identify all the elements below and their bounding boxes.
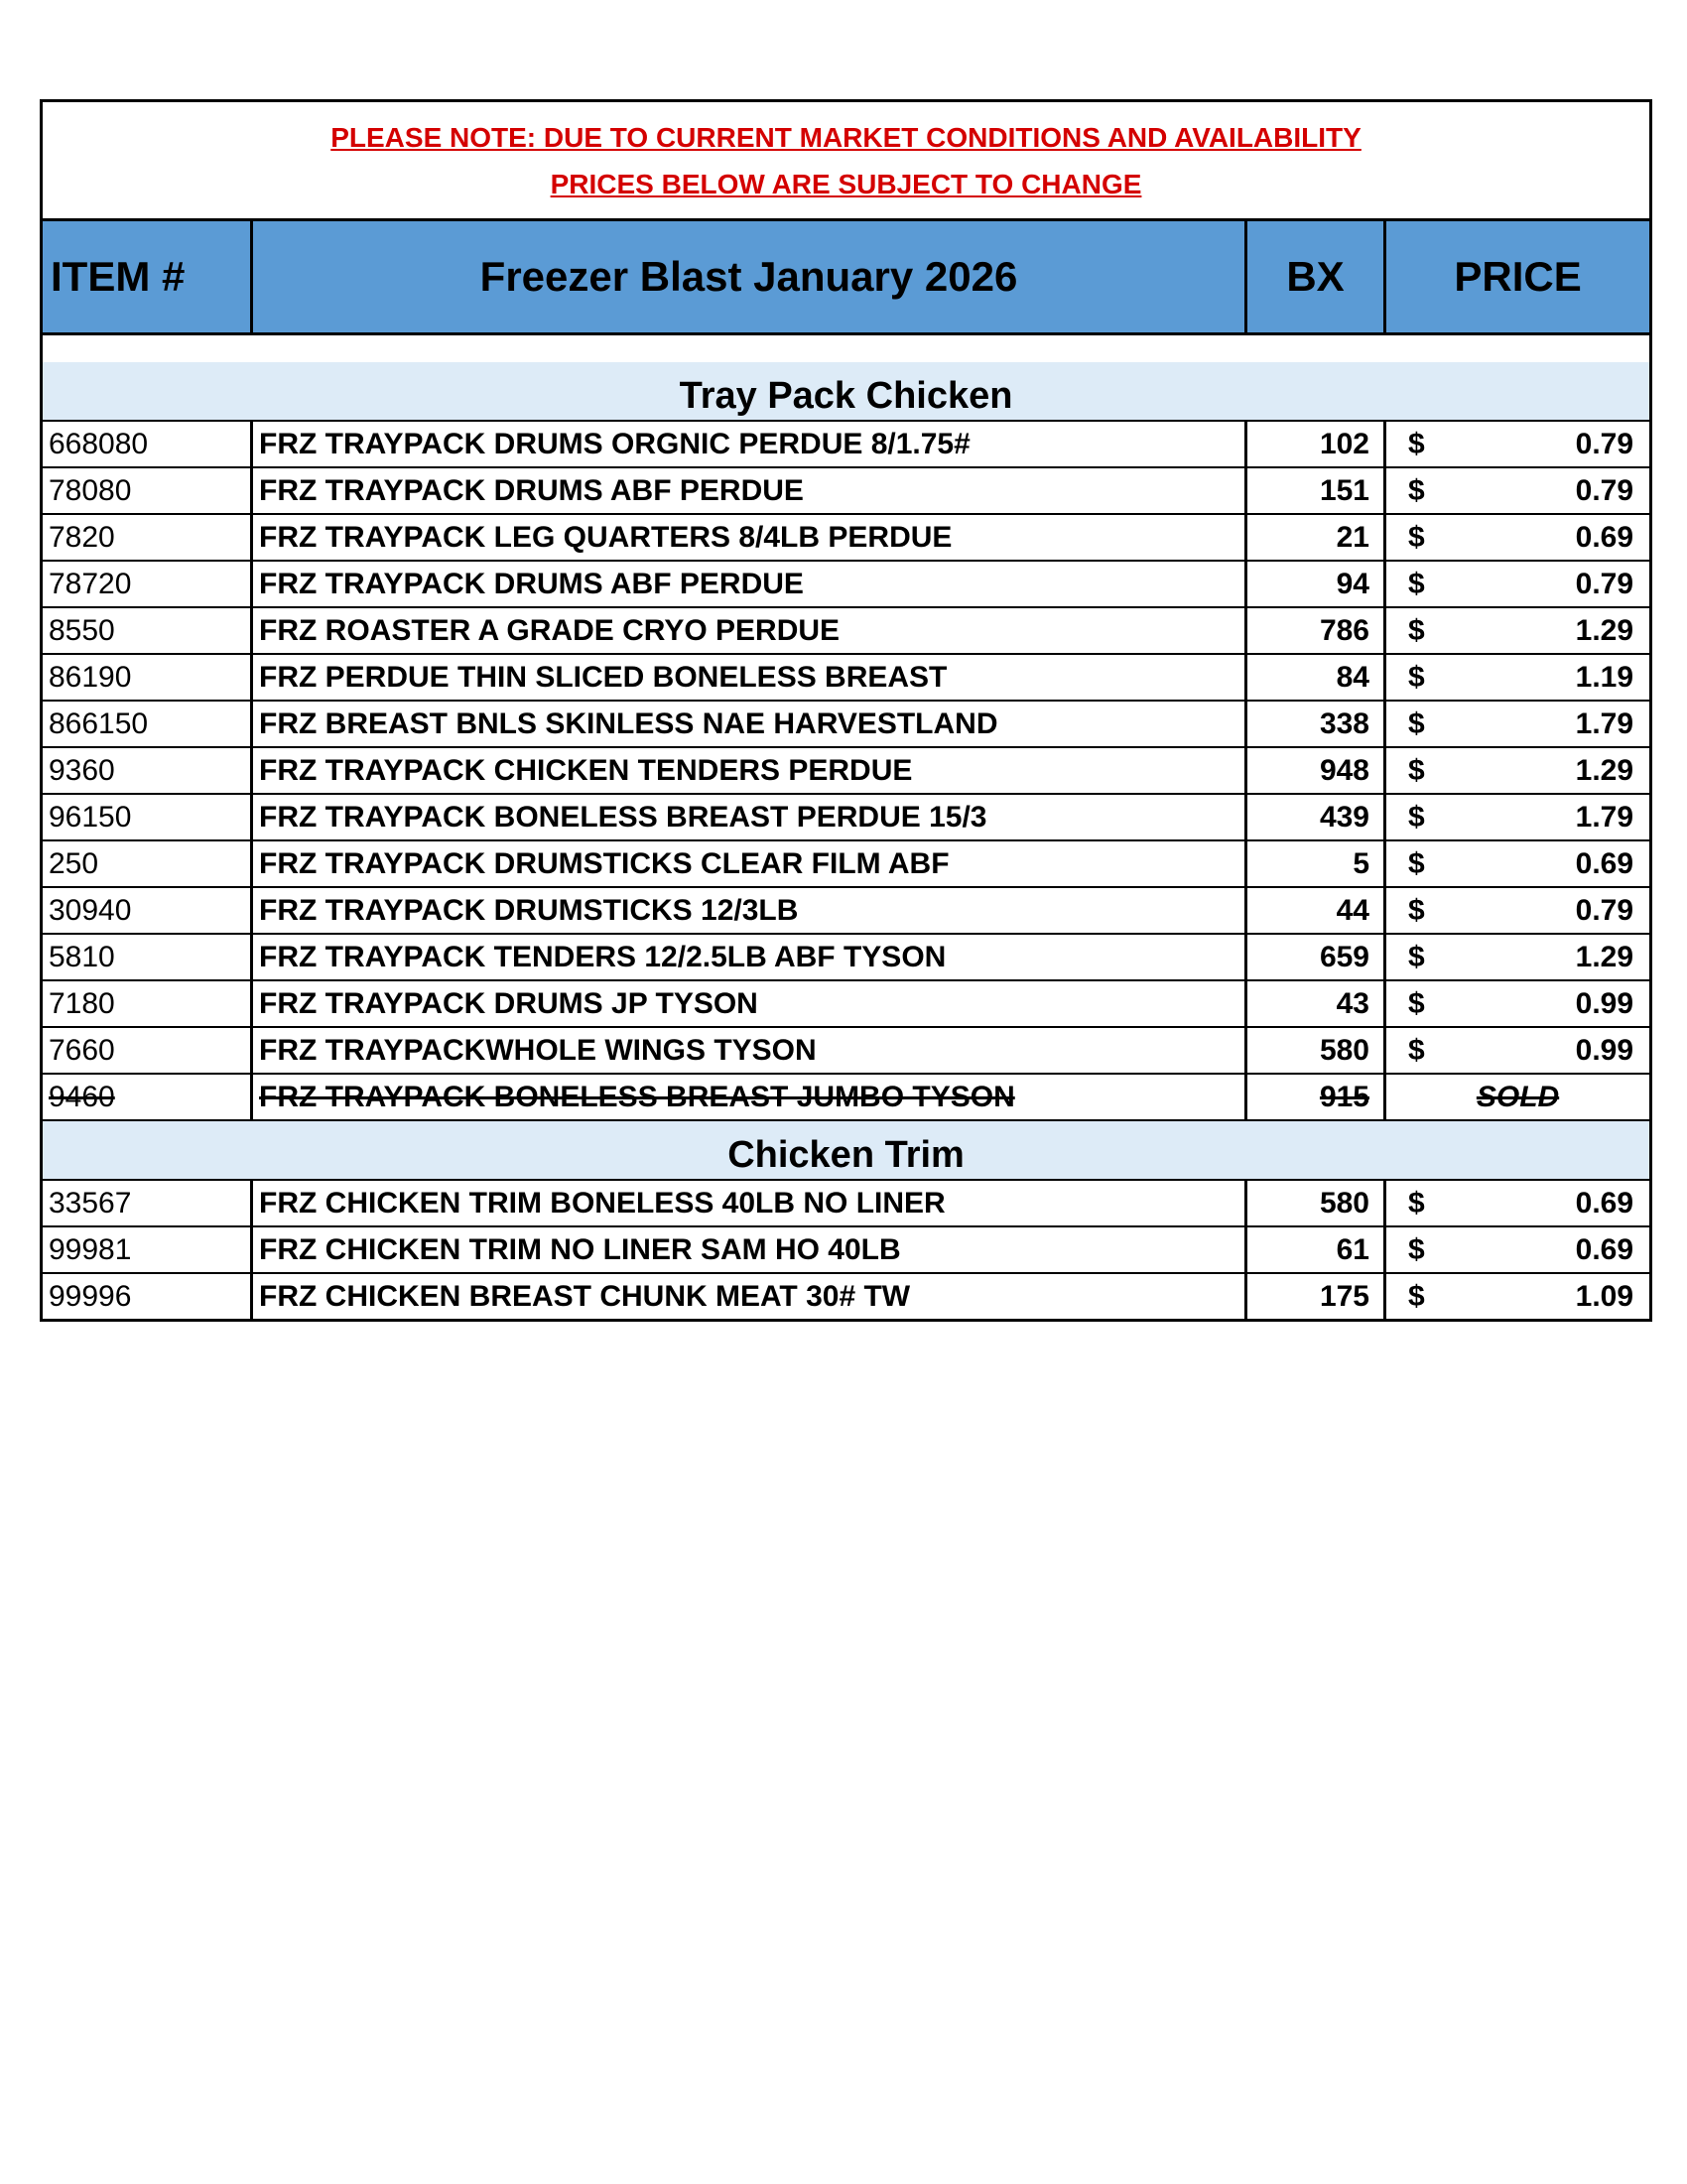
- price-cell: [1385, 514, 1651, 561]
- currency-symbol: $: [1408, 893, 1425, 927]
- price-cell: [1385, 794, 1651, 840]
- item-description: FRZ TRAYPACK LEG QUARTERS 8/4LB PERDUE: [252, 514, 1246, 561]
- price-value: 0.99: [1575, 986, 1634, 1020]
- price-value: 1.29: [1575, 940, 1634, 973]
- item-number: 33567: [42, 1180, 252, 1226]
- table-row: [42, 980, 1651, 1027]
- box-count: 338: [1246, 701, 1385, 747]
- currency-symbol: $: [1408, 753, 1425, 787]
- item-number: 866150: [42, 701, 252, 747]
- price-value: 1.09: [1575, 1279, 1634, 1313]
- currency-symbol: $: [1408, 567, 1425, 600]
- item-description: FRZ CHICKEN TRIM BONELESS 40LB NO LINER: [252, 1180, 1246, 1226]
- item-description: FRZ TRAYPACK BONELESS BREAST JUMBO TYSON: [252, 1074, 1246, 1120]
- box-count: 175: [1246, 1273, 1385, 1321]
- item-number: 30940: [42, 887, 252, 934]
- table-row: [42, 1027, 1651, 1074]
- price-cell: [1385, 747, 1651, 794]
- table-row: [42, 1180, 1651, 1226]
- price-cell: [1385, 654, 1651, 701]
- price-cell: [1385, 887, 1651, 934]
- price-value: 0.69: [1575, 1186, 1634, 1220]
- currency-symbol: $: [1408, 940, 1425, 973]
- table-row: [42, 794, 1651, 840]
- table-row: [42, 421, 1651, 467]
- currency-symbol: $: [1408, 1186, 1425, 1220]
- price-value: 0.79: [1575, 567, 1634, 600]
- price-cell: [1385, 421, 1651, 467]
- currency-symbol: $: [1408, 1279, 1425, 1313]
- item-description: FRZ CHICKEN TRIM NO LINER SAM HO 40LB: [252, 1226, 1246, 1273]
- price-value: 1.79: [1575, 800, 1634, 834]
- header-price: PRICE: [1385, 220, 1651, 334]
- price-value: 0.69: [1575, 520, 1634, 554]
- item-description: FRZ TRAYPACK DRUMSTICKS 12/3LB: [252, 887, 1246, 934]
- table-row: [42, 840, 1651, 887]
- price-value: 0.69: [1575, 1232, 1634, 1266]
- sold-row: [42, 1074, 1651, 1120]
- currency-symbol: $: [1408, 800, 1425, 834]
- box-count: 580: [1246, 1027, 1385, 1074]
- currency-symbol: $: [1408, 986, 1425, 1020]
- price-cell: [1385, 701, 1651, 747]
- currency-symbol: $: [1408, 613, 1425, 647]
- section-header: [42, 1120, 1651, 1180]
- box-count: 43: [1246, 980, 1385, 1027]
- currency-symbol: $: [1408, 846, 1425, 880]
- item-number: 5810: [42, 934, 252, 980]
- price-cell: [1385, 1226, 1651, 1273]
- box-count: 580: [1246, 1180, 1385, 1226]
- item-description: FRZ TRAYPACK DRUMSTICKS CLEAR FILM ABF: [252, 840, 1246, 887]
- item-description: FRZ TRAYPACK CHICKEN TENDERS PERDUE: [252, 747, 1246, 794]
- item-description: FRZ TRAYPACK DRUMS ORGNIC PERDUE 8/1.75#: [252, 421, 1246, 467]
- box-count: 915: [1246, 1074, 1385, 1120]
- item-description: FRZ TRAYPACK DRUMS JP TYSON: [252, 980, 1246, 1027]
- item-description: FRZ TRAYPACK DRUMS ABF PERDUE: [252, 561, 1246, 607]
- box-count: 94: [1246, 561, 1385, 607]
- item-number: 78720: [42, 561, 252, 607]
- item-description: FRZ ROASTER A GRADE CRYO PERDUE: [252, 607, 1246, 654]
- spacer-row: [42, 334, 1651, 363]
- box-count: 659: [1246, 934, 1385, 980]
- item-number: 250: [42, 840, 252, 887]
- section-title: Tray Pack Chicken: [42, 362, 1651, 421]
- item-number: 99981: [42, 1226, 252, 1273]
- item-number: 668080: [42, 421, 252, 467]
- currency-symbol: $: [1408, 520, 1425, 554]
- market-notice: [42, 101, 1651, 220]
- box-count: 61: [1246, 1226, 1385, 1273]
- box-count: 44: [1246, 887, 1385, 934]
- item-description: FRZ CHICKEN BREAST CHUNK MEAT 30# TW: [252, 1273, 1246, 1321]
- currency-symbol: $: [1408, 707, 1425, 740]
- currency-symbol: $: [1408, 1232, 1425, 1266]
- price-value: 0.79: [1575, 893, 1634, 927]
- box-count: 84: [1246, 654, 1385, 701]
- table-row: [42, 561, 1651, 607]
- price-cell: [1385, 1273, 1651, 1321]
- price-sheet: [40, 99, 1649, 1322]
- price-value: 1.79: [1575, 707, 1634, 740]
- item-number: 99996: [42, 1273, 252, 1321]
- section-header: [42, 362, 1651, 421]
- currency-symbol: $: [1408, 660, 1425, 694]
- table-row: [42, 887, 1651, 934]
- currency-symbol: $: [1408, 473, 1425, 507]
- page-title: Freezer Blast January 2026: [252, 220, 1246, 334]
- box-count: 948: [1246, 747, 1385, 794]
- price-value: 1.29: [1575, 613, 1634, 647]
- notice-line-2: PRICES BELOW ARE SUBJECT TO CHANGE: [550, 168, 1142, 199]
- table-row: [42, 747, 1651, 794]
- table-row: [42, 934, 1651, 980]
- header-bx: BX: [1246, 220, 1385, 334]
- table-row: [42, 467, 1651, 514]
- currency-symbol: $: [1408, 427, 1425, 460]
- box-count: 102: [1246, 421, 1385, 467]
- box-count: 439: [1246, 794, 1385, 840]
- item-number: 7820: [42, 514, 252, 561]
- price-cell: [1385, 1180, 1651, 1226]
- notice-line-1: PLEASE NOTE: DUE TO CURRENT MARKET CONDITIONS AND AVAILABILITY: [330, 121, 1362, 153]
- price-value: 1.19: [1575, 660, 1634, 694]
- item-number: 9460: [42, 1074, 252, 1120]
- item-number: 86190: [42, 654, 252, 701]
- item-description: FRZ TRAYPACK BONELESS BREAST PERDUE 15/3: [252, 794, 1246, 840]
- table-row: [42, 1273, 1651, 1321]
- currency-symbol: $: [1408, 1033, 1425, 1067]
- price-value: 0.99: [1575, 1033, 1634, 1067]
- item-number: 9360: [42, 747, 252, 794]
- box-count: 21: [1246, 514, 1385, 561]
- table-row: [42, 701, 1651, 747]
- price-cell: [1385, 607, 1651, 654]
- box-count: 5: [1246, 840, 1385, 887]
- table-row: [42, 1226, 1651, 1273]
- item-number: 78080: [42, 467, 252, 514]
- price-cell: [1385, 840, 1651, 887]
- table-row: [42, 654, 1651, 701]
- table-row: [42, 607, 1651, 654]
- header-row: [42, 220, 1651, 334]
- price-cell: [1385, 1027, 1651, 1074]
- item-number: 7660: [42, 1027, 252, 1074]
- item-number: 8550: [42, 607, 252, 654]
- item-description: FRZ BREAST BNLS SKINLESS NAE HARVESTLAND: [252, 701, 1246, 747]
- section-title: Chicken Trim: [42, 1120, 1651, 1180]
- box-count: 151: [1246, 467, 1385, 514]
- item-description: FRZ PERDUE THIN SLICED BONELESS BREAST: [252, 654, 1246, 701]
- price-cell: [1385, 934, 1651, 980]
- price-cell: [1385, 467, 1651, 514]
- price-value: 0.69: [1575, 846, 1634, 880]
- sold-status: SOLD: [1385, 1074, 1651, 1120]
- price-table: [40, 99, 1652, 1322]
- box-count: 786: [1246, 607, 1385, 654]
- price-cell: [1385, 561, 1651, 607]
- item-description: FRZ TRAYPACKWHOLE WINGS TYSON: [252, 1027, 1246, 1074]
- item-description: FRZ TRAYPACK TENDERS 12/2.5LB ABF TYSON: [252, 934, 1246, 980]
- item-number: 7180: [42, 980, 252, 1027]
- item-number: 96150: [42, 794, 252, 840]
- table-row: [42, 514, 1651, 561]
- price-value: 0.79: [1575, 473, 1634, 507]
- price-value: 0.79: [1575, 427, 1634, 460]
- header-item: ITEM #: [42, 220, 252, 334]
- price-value: 1.29: [1575, 753, 1634, 787]
- item-description: FRZ TRAYPACK DRUMS ABF PERDUE: [252, 467, 1246, 514]
- price-cell: [1385, 980, 1651, 1027]
